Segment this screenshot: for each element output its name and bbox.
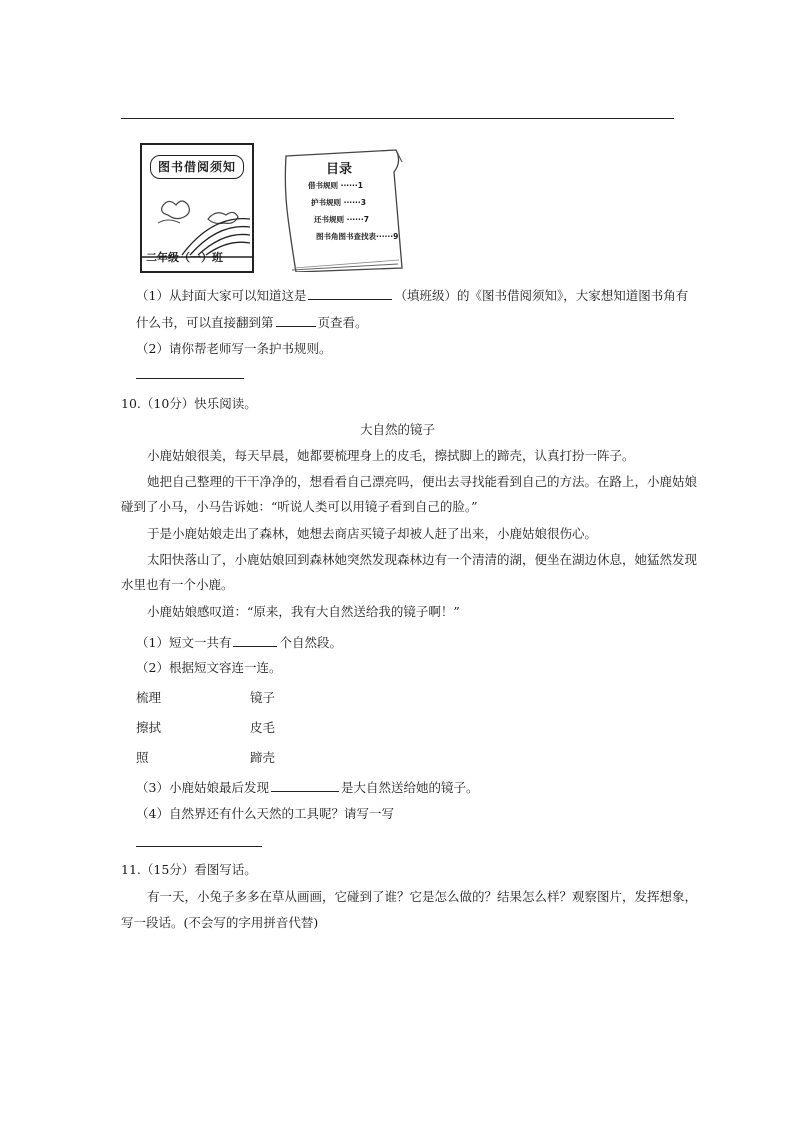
- q9-part1-line2: [136, 314, 368, 331]
- match-right-item[interactable]: 蹄壳: [250, 750, 276, 765]
- match-left-item[interactable]: 梳理: [136, 690, 162, 705]
- answer-line-q10[interactable]: [136, 846, 262, 847]
- match-right-item[interactable]: 皮毛: [250, 720, 276, 735]
- passage-paragraph: 小鹿姑娘感叹道：“原来，我有大自然送给我的镜子啊！”: [147, 604, 460, 619]
- toc-item: 还书规则 ······7: [314, 215, 369, 224]
- answer-line-q9[interactable]: [136, 378, 244, 379]
- q9-p1-text-a: （1）从封面大家可以知道这是: [136, 288, 307, 303]
- q10-s3-text-a: （3）小鹿姑娘最后发现: [136, 780, 269, 795]
- q10-s1-text-a: （1）短文一共有: [136, 635, 232, 650]
- toc-figure: [278, 148, 408, 272]
- toc-item: 护书规则 ······3: [311, 198, 366, 207]
- q10-sub1: [136, 634, 342, 651]
- blank-paragraph-count[interactable]: [233, 634, 277, 647]
- blank-class[interactable]: [308, 287, 392, 300]
- passage-paragraph: 她把自己整理的干干净净的，想看看自己漂亮吗，便出去寻找能看到自己的方法。在路上，小鹿姑娘: [147, 474, 698, 489]
- top-rule: [121, 118, 674, 119]
- q10-heading: 10.（10分）快乐阅读。: [121, 396, 257, 411]
- match-left-item[interactable]: 擦拭: [136, 720, 162, 735]
- match-left-item[interactable]: 照: [136, 750, 149, 765]
- cover-class: 二年级（一）班: [146, 251, 223, 264]
- toc-item: 图书角图书查找表······9: [316, 232, 399, 241]
- q9-p1-text-b: （填班级）的《图书借阅须知》，大家想知道图书角有: [394, 288, 689, 303]
- q9-p1-text-c: 什么书，可以直接翻到第: [136, 315, 274, 330]
- passage-paragraph: 小鹿姑娘很美，每天早晨，她都要梳理身上的皮毛，擦拭脚上的蹄壳，认真打扮一阵子。: [147, 448, 635, 463]
- passage-paragraph: 水里也有一个小鹿。: [121, 577, 234, 592]
- q9-part2: （2）请你帮老师写一条护书规则。: [136, 341, 332, 356]
- q11-prompt-line1: 有一天，小兔子多多在草从画画，它碰到了谁？它是怎么做的？结果怎么样？观察图片，发挥想象，: [147, 889, 698, 904]
- q11-heading: 11.（15分）看图写话。: [121, 862, 257, 877]
- q10-s3-text-b: 是大自然送给她的镜子。: [340, 780, 479, 795]
- blank-page[interactable]: [276, 314, 316, 327]
- q10-sub2: （2）根据短文容连一连。: [136, 660, 282, 675]
- passage-paragraph: 太阳快落山了，小鹿姑娘回到森林她突然发现森林边有一个清清的湖，便坐在湖边休息，她猛然发现: [147, 552, 698, 567]
- blank-mirror[interactable]: [271, 779, 339, 792]
- toc-title: 目录: [326, 162, 353, 177]
- cover-title: 图书借阅须知: [150, 155, 244, 179]
- passage-paragraph: 于是小鹿姑娘走出了森林，她想去商店买镜子却被人赶了出来，小鹿姑娘很伤心。: [147, 526, 598, 541]
- passage-title: 大自然的镜子: [359, 422, 435, 437]
- passage-paragraph: 碰到了小马，小马告诉她：“听说人类可以用镜子看到自己的脸。”: [121, 499, 478, 514]
- q9-part1-line1: [136, 287, 688, 304]
- q11-prompt-line2: 写一段话。(不会写的字用拼音代替): [121, 915, 319, 930]
- q10-sub4: （4）自然界还有什么天然的工具呢？请写一写: [136, 806, 394, 821]
- toc-item: 借书规则 ······1: [308, 181, 363, 190]
- book-cover-figure: [140, 143, 254, 273]
- match-right-item[interactable]: 镜子: [250, 690, 276, 705]
- q10-s1-text-b: 个自然段。: [279, 635, 342, 650]
- q10-sub3: [136, 779, 478, 796]
- q9-p1-text-d: 页查看。: [317, 315, 368, 330]
